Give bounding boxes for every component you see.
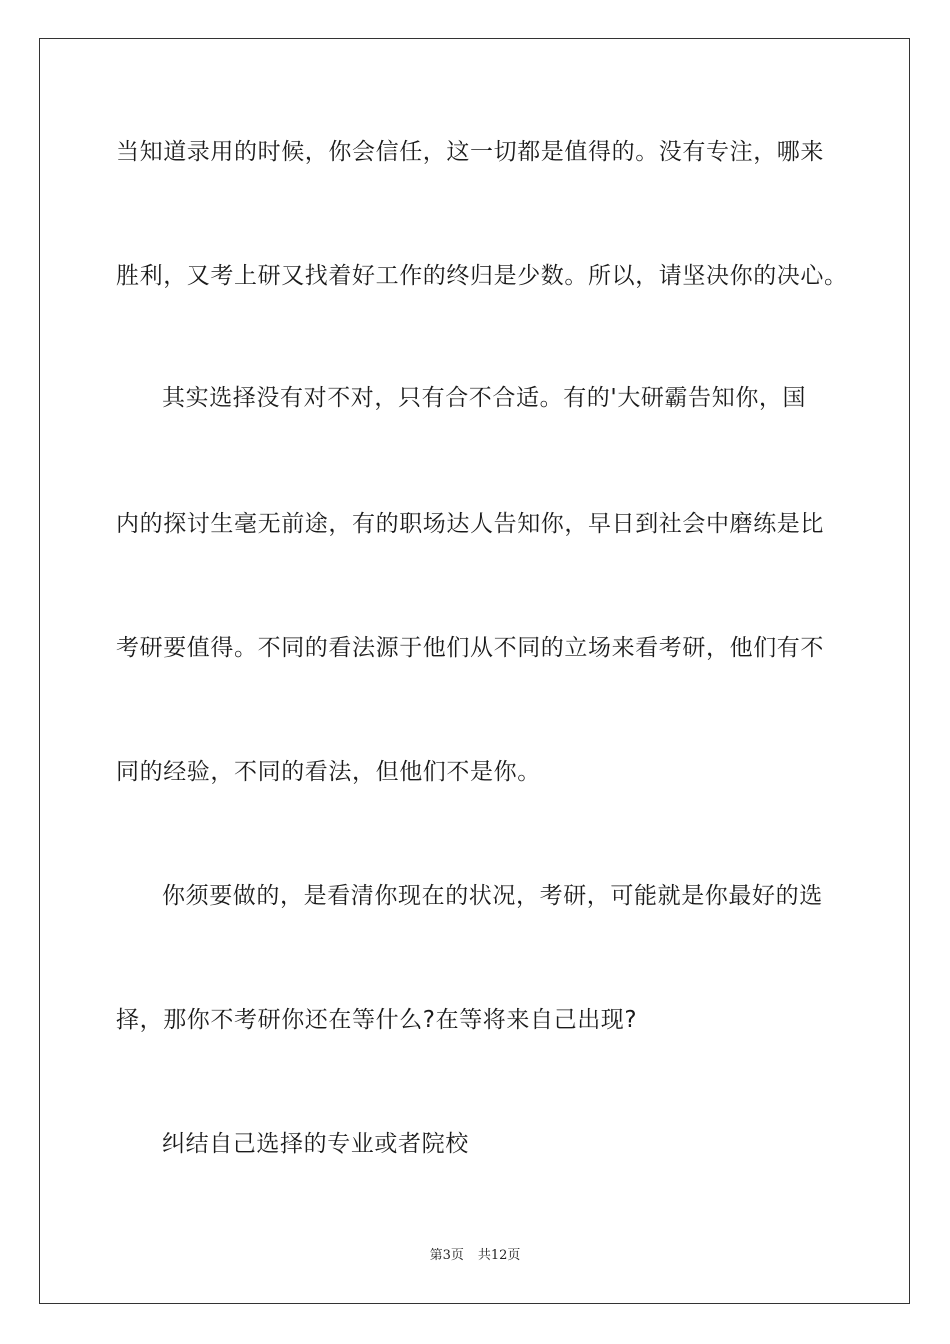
page-number: 第3页 (429, 1248, 464, 1263)
page-footer (0, 1247, 950, 1265)
paragraph-line-5: 考研要值得。不同的看法源于他们从不同的立场来看考研，他们有不 (116, 635, 824, 661)
page-border (39, 38, 910, 1304)
paragraph-line-8: 择，那你不考研你还在等什么?在等将来自己出现? (116, 1007, 638, 1033)
section-heading-line: 纠结自己选择的专业或者院校 (162, 1131, 469, 1157)
paragraph-line-1: 当知道录用的时候，你会信任，这一切都是值得的。没有专注，哪来 (116, 139, 824, 165)
page-total: 共12页 (477, 1248, 521, 1263)
paragraph-line-4: 内的探讨生毫无前途，有的职场达人告知你，早日到社会中磨练是比 (116, 511, 824, 537)
paragraph-line-2: 胜利，又考上研又找着好工作的终归是少数。所以，请坚决你的决心。 (116, 263, 848, 289)
paragraph-line-6: 同的经验，不同的看法，但他们不是你。 (116, 759, 541, 785)
paragraph-line-7: 你须要做的，是看清你现在的状况，考研，可能就是你最好的选 (162, 883, 823, 909)
paragraph-line-3: 其实选择没有对不对，只有合不合适。有的'大研霸告知你，国 (162, 385, 807, 411)
